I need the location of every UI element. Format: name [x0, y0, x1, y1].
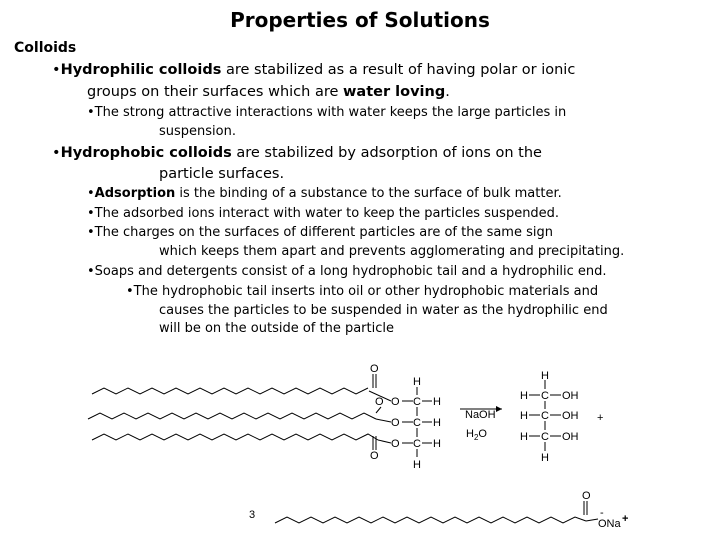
atom-c: C	[413, 417, 421, 429]
atom-c: C	[541, 390, 549, 402]
atom-o: O	[582, 490, 591, 502]
atom-o: O	[391, 396, 400, 408]
reagent-naoh: NaOH	[465, 409, 496, 421]
hydroxyl-group: OH	[562, 410, 579, 422]
fatty-acid-chain-1	[92, 388, 368, 394]
atom-h: H	[520, 410, 528, 422]
fatty-acid-chain-2	[88, 413, 376, 419]
reagent-water: $H_2O$	[466, 428, 487, 442]
sub-bullet-text: •Soaps and detergents consist of a long hydrophobic tail and a hydrophilic end.	[87, 264, 607, 279]
atom-h: H	[413, 376, 421, 388]
term-hydrophobic-colloids: Hydrophobic colloids	[60, 145, 232, 161]
slide-number: 3	[249, 509, 256, 521]
sub-bullet-text: which keeps them apart and prevents agglomerating and precipitating.	[159, 244, 625, 259]
sub-sub-bullet-text: will be on the outside of the particle	[159, 321, 394, 336]
sodium-salt: ONa	[598, 518, 621, 530]
atom-c: C	[413, 438, 421, 450]
plus-sign: +	[597, 412, 604, 424]
atom-h: H	[520, 390, 528, 402]
atom-o: O	[370, 450, 379, 462]
atom-c: C	[413, 396, 421, 408]
atom-o: O	[391, 417, 400, 429]
atom-h: H	[413, 459, 421, 471]
atom-o: O	[375, 396, 384, 408]
term-hydrophilic-colloids: Hydrophilic colloids	[60, 62, 222, 78]
bullet-text: particle surfaces.	[159, 166, 285, 182]
bullet-text: is the binding of a substance to the surface of bulk matter.	[175, 186, 562, 201]
atom-c: C	[541, 431, 549, 443]
atom-o: O	[370, 363, 379, 375]
sub-bullet-text: •The adsorbed ions interact with water to keep the particles suspended.	[87, 206, 560, 221]
bullet-marker: •	[87, 186, 95, 201]
bullet-text: are stabilized as a result of having polar or ionic	[221, 62, 576, 78]
bullet-text: .	[445, 84, 450, 100]
bullet-text: groups on their surfaces which are	[87, 84, 344, 100]
atom-c: C	[541, 410, 549, 422]
atom-h: H	[541, 452, 549, 464]
plus-charge: +	[622, 513, 629, 525]
atom-h: H	[520, 431, 528, 443]
atom-h: H	[541, 370, 549, 382]
atom-h: H	[433, 417, 441, 429]
atom-h: H	[433, 396, 441, 408]
sub-sub-bullet-text: causes the particles to be suspended in water as the hydrophilic end	[159, 303, 608, 318]
atom-h: H	[433, 438, 441, 450]
soap-chain	[275, 517, 586, 523]
sub-sub-bullet-text: •The hydrophobic tail inserts into oil or other hydrophobic materials and	[126, 284, 599, 299]
hydroxyl-group: OH	[562, 431, 579, 443]
sub-bullet-text: •The strong attractive interactions with water keeps the large particles in	[87, 105, 567, 120]
atom-o: O	[391, 438, 400, 450]
bullet-marker: •	[52, 145, 61, 161]
bullet-text: are stabilized by adsorption of ions on the	[231, 145, 542, 161]
minus-charge: -	[600, 507, 604, 519]
sub-bullet-text: suspension.	[159, 124, 236, 139]
page-title: Properties of Solutions	[230, 8, 490, 32]
term-adsorption: Adsorption	[94, 186, 176, 201]
fatty-acid-chain-3	[92, 434, 378, 440]
bullet-marker: •	[52, 62, 61, 78]
section-heading: Colloids	[14, 40, 77, 56]
term-water-loving: water loving	[343, 84, 446, 100]
sub-bullet-text: •The charges on the surfaces of different particles are of the same sign	[87, 225, 553, 240]
hydroxyl-group: OH	[562, 390, 579, 402]
